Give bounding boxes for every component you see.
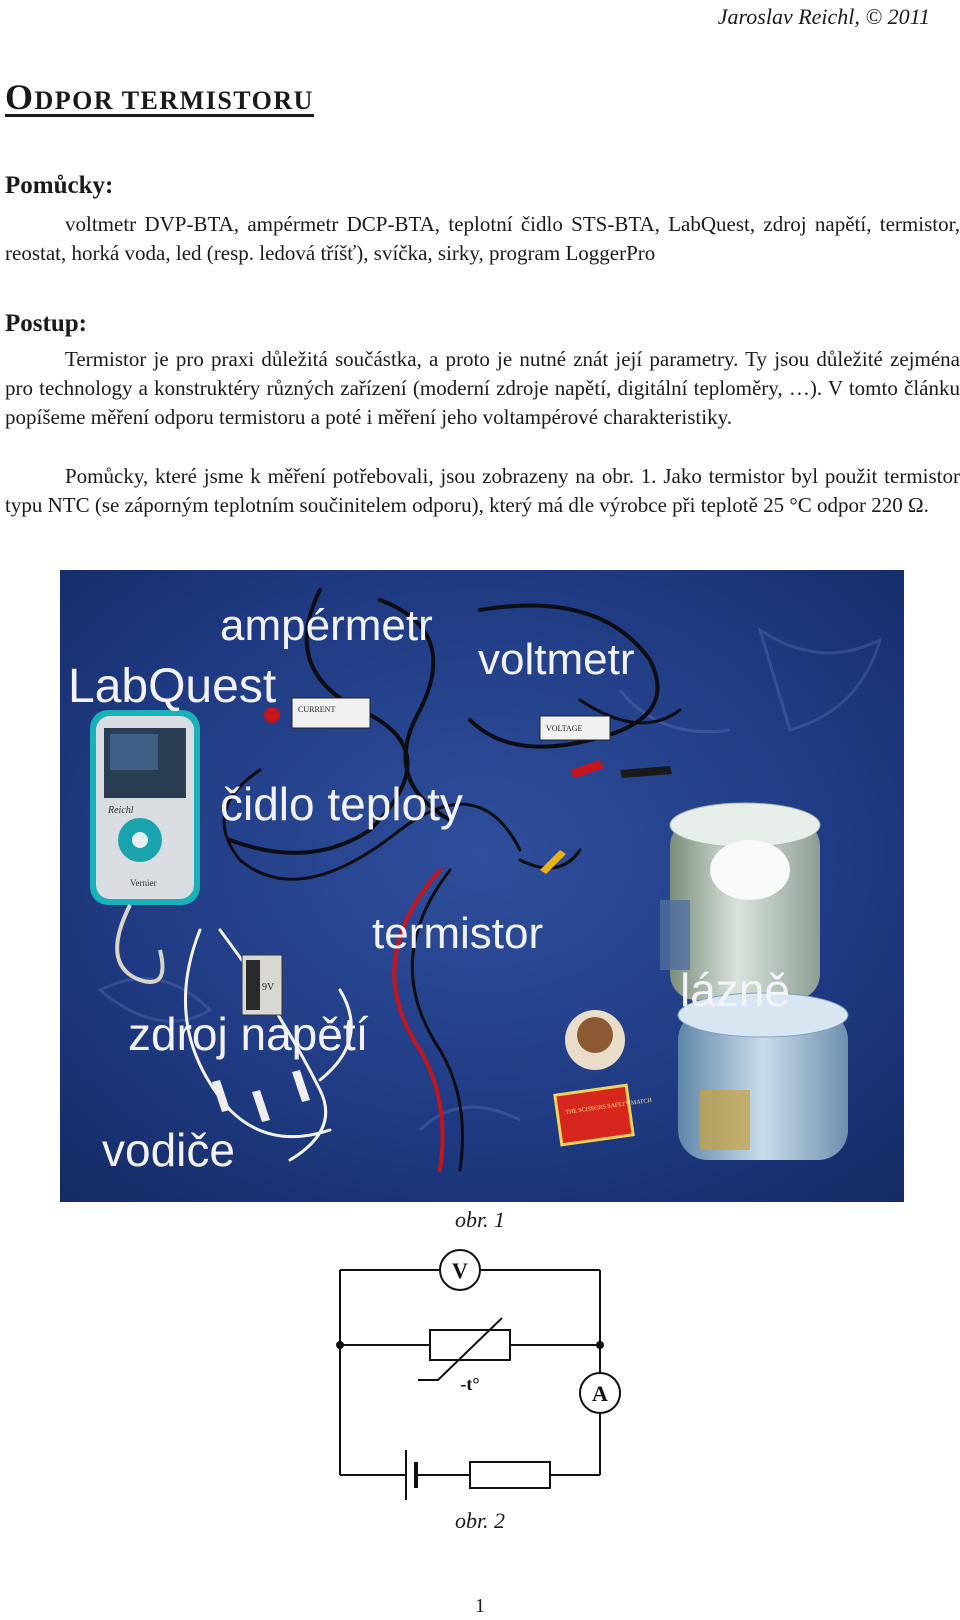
candle — [565, 1010, 625, 1070]
voltmeter-symbol: V — [452, 1258, 468, 1283]
thermistor-mark: -t° — [460, 1374, 480, 1394]
figure-1-caption: obr. 1 — [454, 1207, 506, 1232]
label-ampermetr: ampérmetr — [220, 601, 433, 650]
label-cidlo-teploty: čidlo teploty — [220, 778, 463, 830]
title-rest: DPOR TERMISTORU — [34, 86, 314, 115]
thermistor — [418, 1318, 510, 1394]
equipment-photo — [60, 570, 904, 1202]
voltage-source — [406, 1450, 416, 1500]
label-labquest: LabQuest — [68, 660, 277, 713]
tools-heading: Pomůcky: — [5, 172, 114, 199]
circuit-wires — [340, 1270, 600, 1475]
ammeter-symbol: A — [592, 1381, 608, 1406]
procedure-heading: Postup: — [5, 310, 87, 337]
page-title — [5, 76, 314, 118]
labquest-center-key — [132, 832, 148, 848]
label-vodice: vodiče — [102, 1124, 235, 1176]
candle-wax — [577, 1017, 613, 1053]
junction-left — [336, 1341, 344, 1349]
battery-stripe — [246, 960, 260, 1010]
cold-water-jar — [678, 993, 848, 1160]
procedure-paragraph-2: Pomůcky, které jsme k měření potřebovali, jsou zobrazeny na obr. 1. Jako termistor byl použit termistor typu NTC (se záporným teplotním součinitelem odporu), který má dle výrobce při teplotě 25 °C odpor 220 Ω. — [5, 464, 960, 517]
labquest-screen-window — [110, 734, 158, 770]
battery — [242, 955, 282, 1015]
labquest-brand-label: Reichl — [108, 805, 134, 816]
matchbox-label: THE SCISSORS SAFETY MATCH — [565, 1097, 653, 1116]
title-initial: O — [5, 77, 35, 117]
resistor — [470, 1462, 550, 1488]
page-number: 1 — [475, 1595, 485, 1617]
figure-2-caption: obr. 2 — [454, 1508, 506, 1533]
current-sensor-label: CURRENT — [298, 705, 336, 714]
junction-right — [596, 1341, 604, 1349]
battery-label: 9V — [262, 982, 275, 993]
label-termistor: termistor — [372, 909, 544, 958]
voltage-sensor-label: VOLTAGE — [546, 724, 583, 733]
jar-1-label — [660, 900, 690, 970]
label-lazne: lázně — [680, 964, 790, 1016]
labquest-vernier-label: Vernier — [130, 878, 157, 888]
label-zdroj-napeti: zdroj napětí — [128, 1008, 369, 1060]
procedure-paragraph-1: Termistor je pro praxi důležitá součástka, a proto je nutné znát její parametry. Ty jsou důležité zejména pro technology a konstruktéry různých zařízení (moderní zdroje napětí, digitální teploměry, …). V tomto článku popíšeme měření odporu termistoru a poté i měření jeho voltampérové charakteristiky. — [5, 347, 960, 429]
page-header-author: Jaroslav Reichl, © 2011 — [717, 4, 930, 29]
voltage-sensor — [540, 716, 610, 740]
voltmeter — [440, 1250, 480, 1290]
tools-text: voltmetr DVP-BTA, ampérmetr DCP-BTA, teplotní čidlo STS-BTA, LabQuest, zdroj napětí, termistor, reostat, horká voda, led (resp. ledová tříšť), svíčka, sirky, program LoggerPro — [5, 212, 960, 265]
label-voltmetr: voltmetr — [478, 635, 635, 684]
jar-1-ice — [710, 840, 790, 900]
thermistor-body — [430, 1330, 510, 1360]
ammeter — [580, 1373, 620, 1413]
jar-2-label — [700, 1090, 750, 1150]
circuit-diagram — [330, 1240, 630, 1540]
